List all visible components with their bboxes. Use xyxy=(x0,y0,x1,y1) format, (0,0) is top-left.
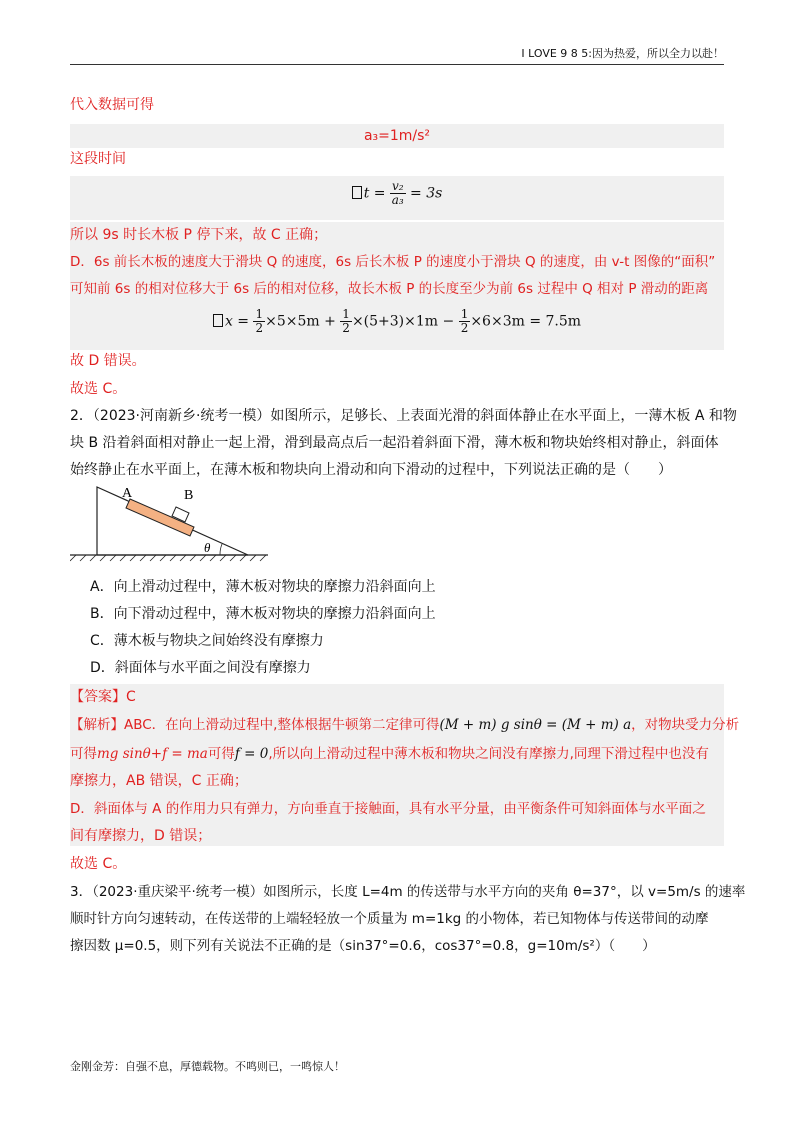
q2-stem-2: 块 B 沿着斜面相对静止一起上滑，滑到最高点后一起沿着斜面下滑，薄木板和物块始终相对静止，斜面体 xyxy=(70,435,719,451)
dt-lhs: t = xyxy=(363,185,386,202)
a3-equation-box xyxy=(70,124,724,148)
dx-term-3: ×6×3m = 7.5m xyxy=(470,313,582,330)
half-den: 2 xyxy=(342,321,350,335)
q2-analysis-1a: 【解析】ABC．在向上滑动过程中,整体根据牛顿第二定律可得 xyxy=(70,717,440,733)
dt-equation xyxy=(70,176,724,207)
label-b: B xyxy=(184,488,194,503)
q2-eq-block: mg sinθ+f = ma xyxy=(97,746,208,762)
label-a: A xyxy=(122,486,133,501)
page-header: I LOVE 9 8 5:因为热爱，所以全力以赴！ xyxy=(70,46,724,65)
dx-term-2: ×(5+3)×1m − xyxy=(351,313,455,330)
choose-c-1: 故选 C。 xyxy=(70,381,127,397)
dt-fraction xyxy=(390,180,406,207)
dt-rhs: = 3s xyxy=(410,185,443,202)
q2-analysis-1 xyxy=(70,716,739,734)
half-den: 2 xyxy=(255,321,264,335)
page-footer: 金刚金芳：自强不息，厚德载物。不鸣则已，一鸣惊人！ xyxy=(70,1060,345,1073)
analysis-shade-2 xyxy=(70,684,724,846)
half-num: 1 xyxy=(255,307,264,321)
half-den: 2 xyxy=(460,321,469,335)
angle-arc xyxy=(220,544,222,555)
q2-analysis-2 xyxy=(70,745,709,763)
q2-analysis-5: 间有摩擦力，D 错误； xyxy=(70,828,212,844)
delta-symbol-box xyxy=(352,186,362,199)
q2-analysis-3: 摩擦力，AB 错误，C 正确； xyxy=(70,773,248,789)
delta-symbol-box-2 xyxy=(213,314,223,327)
d-line-2: 可知前 6s 的相对位移大于 6s 后的相对位移，故长木板 P 的长度至少为前 6s 过程中 Q 相对 P 滑动的距离 xyxy=(70,281,709,297)
incline-figure xyxy=(70,482,270,562)
half-fraction-2 xyxy=(340,308,352,335)
a3-equation: a₃=1m/s² xyxy=(363,128,431,144)
q2-option-c: C．薄木板与物块之间始终没有摩擦力 xyxy=(90,633,324,649)
q2-stem-1: 2．（2023·河南新乡·统考一模）如图所示，足够长、上表面光滑的斜面体静止在水平面上，一薄木板 A 和物 xyxy=(70,408,737,424)
q3-stem-2: 顺时针方向匀速转动，在传送带的上端轻轻放一个质量为 m=1kg 的小物体，若已知物体与传送带间的动摩 xyxy=(70,911,709,927)
q2-option-d: D．斜面体与水平面之间没有摩擦力 xyxy=(90,660,311,676)
dx-term-1: ×5×5m + xyxy=(265,313,336,330)
dt-numerator: v₂ xyxy=(391,179,404,193)
dx-lhs: x = xyxy=(224,313,250,330)
q2-answer: 【答案】C xyxy=(70,689,136,705)
half-num: 1 xyxy=(342,307,350,321)
q2-stem-3: 始终静止在水平面上，在薄木板和物块向上滑动和向下滑动的过程中，下列说法正确的是（ ） xyxy=(70,462,672,478)
dx-equation xyxy=(70,308,724,335)
choose-c-2: 故选 C。 xyxy=(70,856,127,872)
q2-analysis-1b: ，对物块受力分析 xyxy=(631,717,740,733)
q2-eq-newton: (M + m) g sinθ = (M + m) a xyxy=(439,717,632,733)
substitute-text: 代入数据可得 xyxy=(70,97,154,113)
half-num: 1 xyxy=(460,307,469,321)
q2-eq-f-zero: f = 0 xyxy=(234,746,269,762)
q2-analysis-2b: 可得 xyxy=(207,746,235,762)
half-fraction-1 xyxy=(253,308,265,335)
q2-analysis-4: D．斜面体与 A 的作用力只有弹力，方向垂直于接触面，具有水平分量，由平衡条件可知斜面体与水平面之 xyxy=(70,801,706,817)
label-theta: θ xyxy=(204,540,211,555)
period-text: 这段时间 xyxy=(70,151,126,167)
q2-analysis-2a: 可得 xyxy=(70,746,97,762)
d-wrong: 故 D 错误。 xyxy=(70,353,146,369)
dt-denominator: a₃ xyxy=(391,193,404,207)
ground-hatch xyxy=(70,555,266,561)
q2-option-b: B．向下滑动过程中，薄木板对物块的摩擦力沿斜面向上 xyxy=(90,606,436,622)
q2-analysis-2c: ,所以向上滑动过程中薄木板和物块之间没有摩擦力,同理下滑过程中也没有 xyxy=(268,746,709,762)
q3-stem-1: 3．（2023·重庆梁平·统考一模）如图所示，长度 L=4m 的传送带与水平方向的夹角 θ=37°，以 v=5m/s 的速率 xyxy=(70,884,746,900)
conclusion-c: 所以 9s 时长木板 P 停下来，故 C 正确； xyxy=(70,227,328,243)
q2-option-a: A．向上滑动过程中，薄木板对物块的摩擦力沿斜面向上 xyxy=(90,579,436,595)
half-fraction-3 xyxy=(459,308,471,335)
dt-equation-box xyxy=(70,176,724,220)
d-line-1: D．6s 前长木板的速度大于滑块 Q 的速度，6s 后长木板 P 的速度小于滑块 Q 的速度，由 v-t 图像的“面积” xyxy=(70,254,716,270)
q3-stem-3: 擦因数 μ=0.5，则下列有关说法不正确的是（sin37°=0.6，cos37°=0.8，g=10m/s²）（ ） xyxy=(70,938,656,954)
